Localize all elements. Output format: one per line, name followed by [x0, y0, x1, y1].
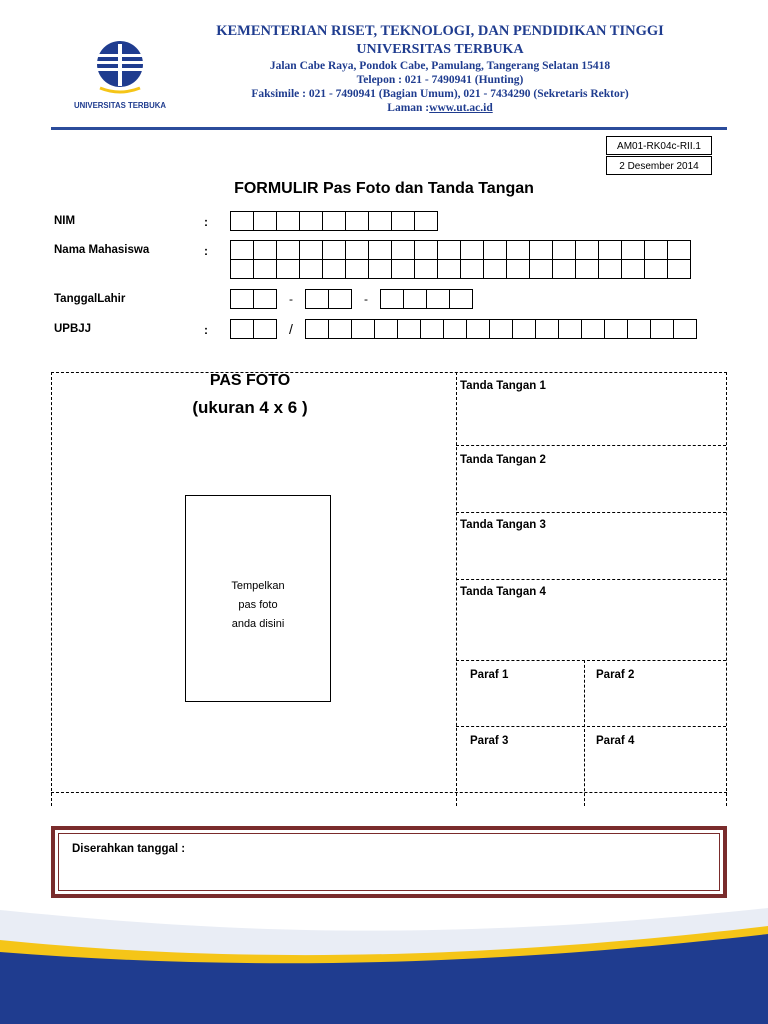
doc-code: AM01-RK04c-RII.1	[606, 136, 712, 155]
nim-label: NIM	[54, 215, 76, 227]
nama-colon: :	[204, 244, 208, 258]
paraf-4-label: Paraf 4	[596, 735, 635, 747]
signature-2-label: Tanda Tangan 2	[460, 454, 546, 466]
tgl-day-grid[interactable]	[230, 289, 277, 309]
frame-left	[51, 372, 52, 806]
frame-bottom	[51, 792, 727, 793]
nim-colon: :	[204, 215, 208, 229]
header-university: UNIVERSITAS TERBUKA	[356, 42, 524, 57]
upbjj-name-grid[interactable]	[305, 319, 697, 339]
sig-divider-4	[456, 660, 726, 661]
footer-wave	[0, 900, 768, 1024]
signature-3-label: Tanda Tangan 3	[460, 519, 546, 531]
paraf-2-label: Paraf 2	[596, 669, 635, 681]
upbjj-colon: :	[204, 323, 208, 337]
pas-foto-title: PAS FOTO	[209, 372, 291, 389]
tgl-sep-1: -	[289, 292, 293, 306]
web-label: Laman :	[387, 102, 430, 114]
header-web	[180, 102, 700, 114]
frame-right	[726, 372, 727, 806]
web-link[interactable]: www.ut.ac.id	[429, 102, 493, 114]
submission-inner[interactable]	[58, 833, 720, 891]
header-phone: Telepon : 021 - 7490941 (Hunting)	[356, 74, 524, 86]
paraf-divider	[456, 726, 726, 727]
university-logo	[70, 38, 170, 118]
tgl-year-grid[interactable]	[380, 289, 473, 309]
sig-divider-1	[456, 445, 726, 446]
signature-1-label: Tanda Tangan 1	[460, 380, 546, 392]
photo-instructions	[185, 577, 331, 634]
submission-label: Diserahkan tanggal :	[72, 843, 186, 855]
nim-input-grid[interactable]	[230, 211, 438, 231]
sig-divider-3	[456, 579, 726, 580]
photo-instr-3: anda disini	[231, 618, 285, 630]
paraf-3-label: Paraf 3	[470, 735, 509, 747]
photo-instr-2: pas foto	[238, 599, 278, 611]
signature-4-label: Tanda Tangan 4	[460, 586, 546, 598]
upbjj-code-grid[interactable]	[230, 319, 277, 339]
sig-divider-2	[456, 512, 726, 513]
paraf-vdivider	[584, 660, 585, 806]
header-fax: Faksimile : 021 - 7490941 (Bagian Umum), 021 - 7434290 (Sekretaris Rektor)	[251, 88, 629, 100]
doc-date: 2 Desember 2014	[606, 156, 712, 175]
logo-text: UNIVERSITAS TERBUKA	[73, 101, 167, 110]
tgl-sep-2: -	[364, 292, 368, 306]
nama-input-grid-row2[interactable]	[230, 259, 691, 279]
header-rule	[51, 127, 727, 130]
pas-foto-size: (ukuran 4 x 6 )	[192, 398, 308, 417]
upbjj-sep: /	[289, 321, 293, 337]
tgl-label: TanggalLahir	[54, 293, 126, 305]
upbjj-label: UPBJJ	[54, 323, 92, 335]
header-address: Jalan Cabe Raya, Pondok Cabe, Pamulang, Tangerang Selatan 15418	[269, 60, 611, 72]
photo-instr-1: Tempelkan	[231, 580, 285, 592]
nama-label: Nama Mahasiswa	[54, 244, 150, 256]
form-title: FORMULIR Pas Foto dan Tanda Tangan	[234, 180, 534, 197]
tgl-month-grid[interactable]	[305, 289, 352, 309]
frame-divider	[456, 372, 457, 806]
nama-input-grid-row1[interactable]	[230, 240, 691, 260]
paraf-1-label: Paraf 1	[470, 669, 509, 681]
header-ministry: KEMENTERIAN RISET, TEKNOLOGI, DAN PENDIDIKAN TINGGI	[216, 23, 664, 39]
